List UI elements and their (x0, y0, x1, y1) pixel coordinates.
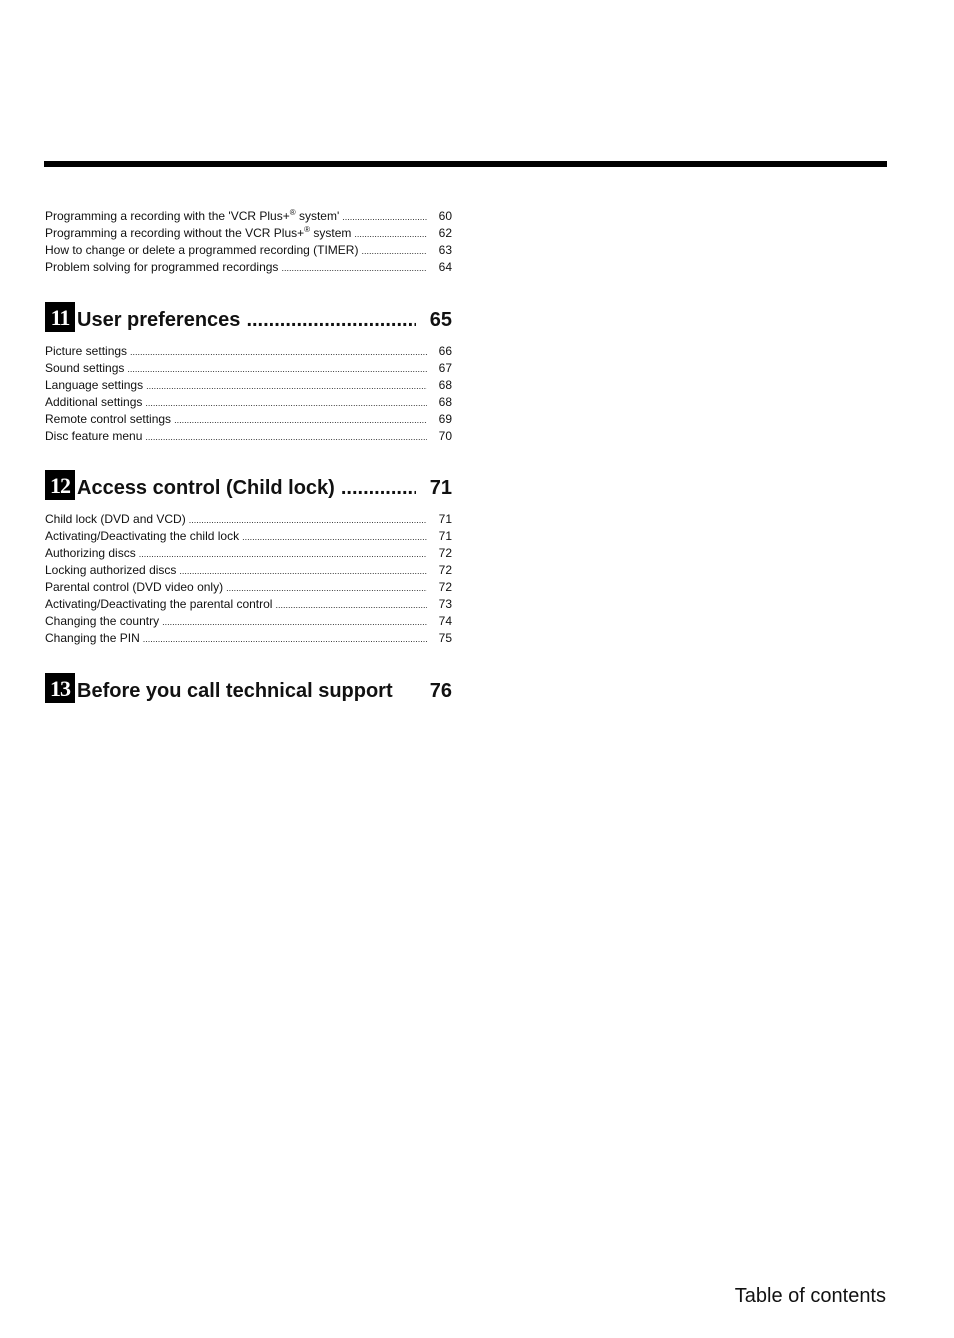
toc-entry-label: Child lock (DVD and VCD) (45, 512, 186, 526)
toc-entry[interactable] (45, 208, 452, 225)
toc-entry[interactable] (45, 428, 452, 445)
toc-entry-label: Changing the PIN (45, 631, 140, 645)
toc-entry-label: Activating/Deactivating the parental control (45, 597, 273, 611)
dot-leader (145, 429, 427, 446)
toc-entry-label: Programming a recording with the 'VCR Plus+® system' (45, 208, 340, 223)
toc-entry[interactable] (45, 613, 452, 630)
toc-entry-page: 62 (438, 226, 452, 240)
toc-entry-page: 64 (438, 260, 452, 274)
toc-entry-page: 72 (438, 563, 452, 577)
toc-entry-label: Picture settings (45, 344, 128, 358)
toc-entry-label: Problem solving for programmed recordings (45, 260, 279, 274)
chapter-title: Before you call technical support (77, 680, 393, 702)
chapter-heading-12[interactable] (45, 468, 452, 500)
toc-entry-page: 69 (438, 412, 452, 426)
chapter-page: 76 (429, 680, 452, 702)
toc-entry[interactable] (45, 394, 452, 411)
dot-leader (342, 209, 427, 226)
intro-entry-list (45, 208, 452, 276)
chapter-page: 71 (429, 477, 452, 499)
toc-entry-page: 71 (438, 512, 452, 526)
dot-leader (127, 361, 427, 378)
toc-entry-label: Remote control settings (45, 412, 172, 426)
dot-leader (143, 631, 427, 648)
toc-entry-page: 66 (438, 344, 452, 358)
toc-entry[interactable] (45, 528, 452, 545)
toc-entry-label: Parental control (DVD video only) (45, 580, 224, 594)
toc-entry[interactable] (45, 242, 452, 259)
chapter-11-entry-list (45, 343, 452, 445)
toc-entry-page: 75 (438, 631, 452, 645)
dot-leader (246, 308, 415, 332)
toc-entry-label: Changing the country (45, 614, 160, 628)
dot-leader (189, 512, 427, 529)
toc-entry-page: 70 (438, 429, 452, 443)
dot-leader (275, 597, 427, 614)
toc-entry-page: 60 (438, 209, 452, 223)
toc-entry[interactable] (45, 596, 452, 613)
toc-entry[interactable] (45, 225, 452, 242)
toc-entry[interactable] (45, 411, 452, 428)
toc-entry-label: Programming a recording without the VCR Plus+® system (45, 225, 352, 240)
toc-entry[interactable] (45, 343, 452, 360)
toc-entry-page: 72 (438, 580, 452, 594)
toc-entry-label: Disc feature menu (45, 429, 143, 443)
toc-entry[interactable] (45, 562, 452, 579)
toc-entry-label: Additional settings (45, 395, 143, 409)
toc-entry-page: 67 (438, 361, 452, 375)
toc-entry-page: 72 (438, 546, 452, 560)
dot-leader (281, 260, 427, 277)
toc-entry[interactable] (45, 259, 452, 276)
dot-leader (354, 226, 427, 243)
toc-entry[interactable] (45, 511, 452, 528)
dot-leader (226, 580, 427, 597)
chapter-heading-13[interactable] (45, 671, 452, 703)
chapter-number-badge: 12 (45, 470, 75, 500)
toc-entry-page: 68 (438, 378, 452, 392)
chapter-heading-11[interactable] (45, 300, 452, 332)
chapter-number-badge: 11 (45, 302, 75, 332)
toc-entry-page: 73 (438, 597, 452, 611)
dot-leader (341, 476, 416, 500)
dot-leader (242, 529, 427, 546)
toc-entry[interactable] (45, 545, 452, 562)
toc-entry-page: 71 (438, 529, 452, 543)
toc-entry-label: How to change or delete a programmed recording (TIMER) (45, 243, 359, 257)
toc-entry[interactable] (45, 360, 452, 377)
toc-entry[interactable] (45, 630, 452, 647)
chapter-title: User preferences (77, 309, 241, 331)
top-rule (44, 161, 887, 167)
toc-entry-label: Sound settings (45, 361, 125, 375)
dot-leader (179, 563, 427, 580)
page-footer-title: Table of contents (734, 1285, 886, 1307)
chapter-12-entry-list (45, 511, 452, 647)
toc-entry-label: Locking authorized discs (45, 563, 177, 577)
toc-entry[interactable] (45, 377, 452, 394)
toc-entry-page: 74 (438, 614, 452, 628)
dot-leader (145, 395, 427, 412)
toc-entry-page: 68 (438, 395, 452, 409)
dot-leader (146, 378, 427, 395)
dot-leader (162, 614, 427, 631)
dot-leader (139, 546, 427, 563)
toc-entry[interactable] (45, 579, 452, 596)
toc-entry-label: Activating/Deactivating the child lock (45, 529, 240, 543)
chapter-number-badge: 13 (45, 673, 75, 703)
dot-leader (130, 344, 427, 361)
chapter-page: 65 (429, 309, 452, 331)
dot-leader (361, 243, 427, 260)
toc-entry-page: 63 (438, 243, 452, 257)
toc-entry-label: Language settings (45, 378, 144, 392)
chapter-title: Access control (Child lock) (77, 477, 335, 499)
dot-leader (174, 412, 427, 429)
toc-entry-label: Authorizing discs (45, 546, 136, 560)
